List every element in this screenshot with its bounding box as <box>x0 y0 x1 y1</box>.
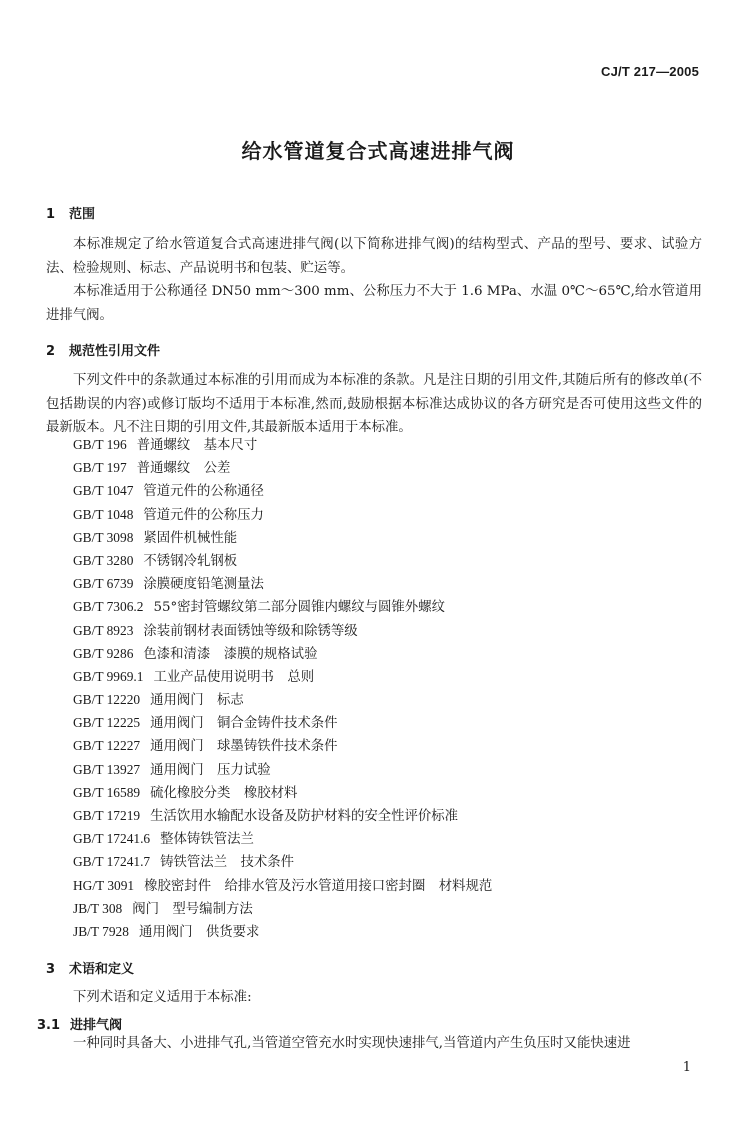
reference-code: GB/T 197 <box>73 460 127 476</box>
reference-title: 通用阀门 压力试验 <box>150 762 271 778</box>
reference-title: 涂装前钢材表面锈蚀等级和除锈等级 <box>143 623 358 639</box>
reference-title: 通用阀门 供货要求 <box>138 924 260 940</box>
reference-code: GB/T 1047 <box>73 483 134 499</box>
reference-item <box>73 688 492 711</box>
reference-title: 整体铸铁管法兰 <box>160 832 254 848</box>
reference-item <box>73 920 492 943</box>
reference-item <box>73 572 492 595</box>
reference-item <box>73 595 492 618</box>
section-2-number: 2 <box>46 344 56 359</box>
reference-code: GB/T 12227 <box>73 738 141 754</box>
reference-title: 铸铁管法兰 技术条件 <box>160 855 295 871</box>
section-3-heading <box>46 958 134 977</box>
reference-code: JB/T 308 <box>73 900 123 916</box>
reference-item <box>73 874 492 897</box>
reference-item <box>73 850 492 873</box>
reference-title: 通用阀门 球墨铸铁件技术条件 <box>150 739 338 755</box>
reference-title: 工业产品使用说明书 总则 <box>153 669 315 685</box>
reference-item <box>73 734 492 757</box>
section-3-1-text: 一种同时具备大、小进排气孔,当管道空管充水时实现快速排气,当管道内产生负压时又能快速进 <box>73 1036 631 1051</box>
section-1-number: 1 <box>46 207 56 222</box>
reference-item <box>73 665 492 688</box>
reference-code: GB/T 13927 <box>73 761 141 777</box>
reference-item <box>73 897 492 920</box>
section-1-title: 范围 <box>69 207 96 222</box>
reference-title: 生活饮用水输配水设备及防护材料的安全性评价标准 <box>150 809 459 824</box>
reference-code: GB/T 8923 <box>73 622 134 638</box>
section-3-1-number: 3.1 <box>37 1018 61 1033</box>
reference-code: GB/T 9286 <box>73 645 134 661</box>
reference-code: GB/T 16589 <box>73 784 141 800</box>
section-1-paragraph-2: 本标准适用于公称通径 DN50 mm～300 mm、公称压力不大于 1.6 MPa、水温 0℃～65℃,给水管道用进排气阀。 <box>46 284 702 323</box>
reference-code: GB/T 17241.6 <box>73 831 151 847</box>
reference-code: GB/T 17241.7 <box>73 854 151 870</box>
reference-item <box>73 503 492 526</box>
reference-title: 阀门 型号编制方法 <box>132 901 253 917</box>
reference-title: 普通螺纹 基本尺寸 <box>136 438 258 453</box>
reference-item <box>73 711 492 734</box>
reference-item <box>73 456 492 479</box>
reference-title: 不锈钢冷轧钢板 <box>143 553 238 569</box>
reference-title: 涂膜硬度铅笔测量法 <box>143 577 264 593</box>
reference-code: GB/T 9969.1 <box>73 668 144 684</box>
reference-code: GB/T 1048 <box>73 506 134 522</box>
reference-code: GB/T 3098 <box>73 529 134 545</box>
section-2-heading <box>46 340 160 359</box>
reference-item <box>73 619 492 642</box>
section-3-intro: 下列术语和定义适用于本标准: <box>73 990 252 1005</box>
reference-item <box>73 758 492 781</box>
reference-title: 紧固件机械性能 <box>143 530 238 546</box>
reference-code: HG/T 3091 <box>73 877 135 893</box>
reference-item <box>73 549 492 572</box>
section-1-paragraph-1: 本标准规定了给水管道复合式高速进排气阀(以下简称进排气阀)的结构型式、产品的型号、要求、试验方法、检验规则、标志、产品说明书和包装、贮运等。 <box>46 237 702 276</box>
reference-title: 色漆和清漆 漆膜的规格试验 <box>143 646 318 662</box>
reference-item <box>73 642 492 665</box>
reference-title: 55°密封管螺纹第二部分圆锥内螺纹与圆锥外螺纹 <box>153 600 445 616</box>
page-number: 1 <box>682 1060 691 1075</box>
reference-code: GB/T 3280 <box>73 552 134 568</box>
reference-item <box>73 827 492 850</box>
section-2-intro: 下列文件中的条款通过本标准的引用而成为本标准的条款。凡是注日期的引用文件,其随后所有的修改单(不包括勘误的内容)或修订版均不适用于本标准,然而,鼓励根据本标准达成协议的各方研究是否可使用这些文件的最新版本。凡不注日期的引用文件,其最新版本适用于本标准。 <box>46 373 702 435</box>
section-3-1-title: 进排气阀 <box>70 1018 123 1033</box>
reference-title: 通用阀门 标志 <box>150 693 244 709</box>
reference-title: 硫化橡胶分类 橡胶材料 <box>150 785 298 801</box>
reference-title: 普通螺纹 公差 <box>136 461 231 477</box>
reference-code: GB/T 12220 <box>73 692 141 708</box>
reference-title: 通用阀门 铜合金铸件技术条件 <box>150 716 338 732</box>
reference-item <box>73 479 492 502</box>
standard-code: CJ/T 217—2005 <box>601 64 699 79</box>
section-2-title: 规范性引用文件 <box>69 344 161 359</box>
document-title: 给水管道复合式高速进排气阀 <box>241 139 515 163</box>
reference-title: 橡胶密封件 给排水管及污水管道用接口密封圈 材料规范 <box>144 878 493 894</box>
reference-code: GB/T 17219 <box>73 808 141 823</box>
reference-code: GB/T 12225 <box>73 715 141 731</box>
reference-item <box>73 433 492 456</box>
reference-item <box>73 804 492 827</box>
reference-code: JB/T 7928 <box>73 923 129 939</box>
reference-item <box>73 526 492 549</box>
reference-title: 管道元件的公称压力 <box>143 507 264 523</box>
reference-code: GB/T 196 <box>73 437 127 452</box>
reference-code: GB/T 6739 <box>73 576 134 592</box>
reference-title: 管道元件的公称通径 <box>143 484 264 500</box>
reference-item <box>73 781 492 804</box>
section-1-heading <box>46 203 95 222</box>
reference-code: GB/T 7306.2 <box>73 599 144 615</box>
reference-list <box>73 433 492 943</box>
section-3-1-heading <box>37 1014 122 1033</box>
section-3-number: 3 <box>46 962 56 977</box>
section-3-title: 术语和定义 <box>69 962 135 977</box>
